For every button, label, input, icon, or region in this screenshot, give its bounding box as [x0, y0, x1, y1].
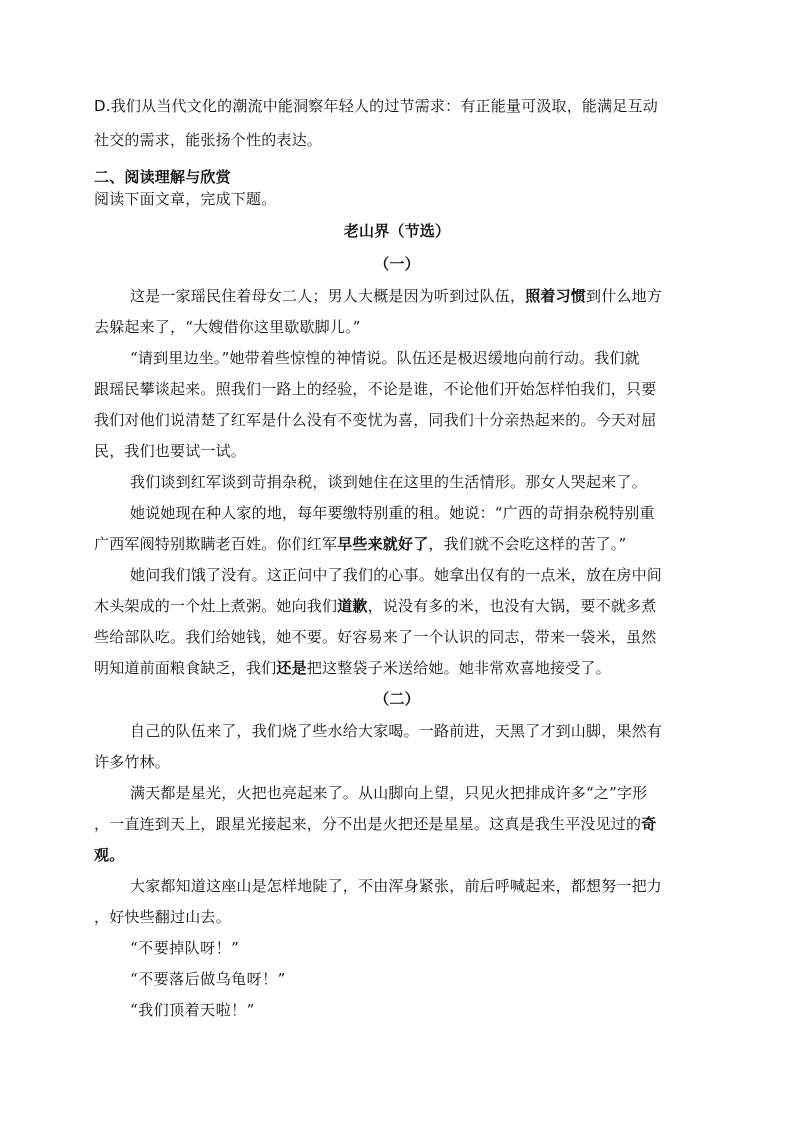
text-run: 这是一家瑶民住着母女二人；男人大概是因为听到过队伍，: [130, 287, 526, 305]
bold-phrase: 奇: [641, 815, 657, 833]
paragraph-5-line-2: [94, 596, 656, 616]
paragraph-5-line-4: [94, 658, 611, 678]
paragraph-7-line-1: 满天都是星光，火把也亮起来了。从山脚向上望，只见火把排成许多“之”字形: [130, 784, 648, 802]
paragraph-3-line-1: 我们谈到红军谈到苛捐杂税，谈到她住在这里的生活情形。那女人哭起来了。: [130, 473, 647, 491]
paragraph-8-line-1: 大家都知道这座山是怎样地陡了，不由浑身紧张，前后呼喊起来，都想努一把力: [130, 877, 663, 895]
text-run: ，说没有多的米，也没有大锅，要不就多煮: [367, 597, 657, 615]
text-run: ，我们就不会吃这样的苦了。”: [428, 535, 627, 553]
text-run: 广西军阀特别欺瞒老百姓。你们红军: [94, 535, 338, 553]
paragraph-5-line-3: 些给部队吃。我们给她钱，她不要。好容易来了一个认识的同志，带来一袋米，虽然: [94, 628, 657, 646]
paragraph-6-line-2: 许多竹林。: [94, 753, 171, 771]
shout-3: “我们顶着天啦！”: [130, 1001, 255, 1019]
paragraph-2-line-1: “请到里边坐。”她带着些惊惶的神情说。队伍还是极迟缓地向前行动。我们就: [130, 349, 640, 367]
paragraph-7-line-3: 观。: [94, 846, 125, 864]
section-heading: 二、阅读理解与欣赏: [94, 168, 231, 186]
text-run: 明知道前面粮食缺乏，我们: [94, 659, 277, 677]
text-run: ，一直连到天上，跟星光接起来，分不出是火把还是星星。这真是我生平没见过的: [94, 815, 642, 833]
paragraph-8-line-2: ，好快些翻过山去。: [94, 908, 231, 926]
text-run: 到什么地方: [586, 287, 663, 305]
paragraph-2-line-2: 跟瑶民攀谈起来。照我们一路上的经验，不论是谁，不论他们开始怎样怕我们，只要: [94, 380, 657, 398]
bold-phrase: 还是: [276, 659, 307, 677]
paragraph-4-line-2: [94, 534, 626, 554]
shout-1: “不要掉队呀！”: [130, 939, 240, 957]
paragraph-1-line-2: 去躲起来了，“大嫂借你这里歇歇脚儿。”: [94, 318, 361, 336]
option-d-line-2: 社交的需求，能张扬个性的表达。: [94, 131, 323, 149]
paragraph-6-line-1: 自己的队伍来了，我们烧了些水给大家喝。一路前进，天黑了才到山脚，果然有: [130, 722, 663, 740]
shout-2: “不要落后做乌龟呀！”: [130, 970, 286, 988]
text-run: 把这整袋子米送给她。她非常欢喜地接受了。: [306, 659, 611, 677]
bold-phrase: 道歉: [337, 597, 368, 615]
paragraph-1-line-1: [130, 286, 662, 306]
paragraph-2-line-4: 民，我们也要试一试。: [94, 442, 247, 460]
part-2-label: （二）: [374, 690, 420, 708]
paragraph-5-line-1: 她问我们饿了没有。这正问中了我们的心事。她拿出仅有的一点米，放在房中间: [130, 566, 663, 584]
paragraph-4-line-1: 她说她现在种人家的地，每年要缴特别重的租。她说：“广西的苛捐杂税特别重: [130, 504, 655, 522]
paragraph-7-line-2: [94, 814, 656, 834]
article-title: 老山界（节选）: [343, 222, 451, 240]
paragraph-2-line-3: 我们对他们说清楚了红军是什么没有不变忧为喜，同我们十分亲热起来的。今天对屈: [94, 411, 657, 429]
text-run: 木头架成的一个灶上煮粥。她向我们: [94, 597, 338, 615]
section-instruction: 阅读下面文章，完成下题。: [94, 190, 277, 208]
bold-phrase: 照着习惯: [525, 287, 587, 305]
bold-phrase: 早些来就好了: [337, 535, 429, 553]
option-d-line-1: D.我们从当代文化的潮流中能洞察年轻人的过节需求：有正能量可汲取，能满足互动: [94, 97, 658, 115]
part-1-label: （一）: [374, 255, 420, 273]
